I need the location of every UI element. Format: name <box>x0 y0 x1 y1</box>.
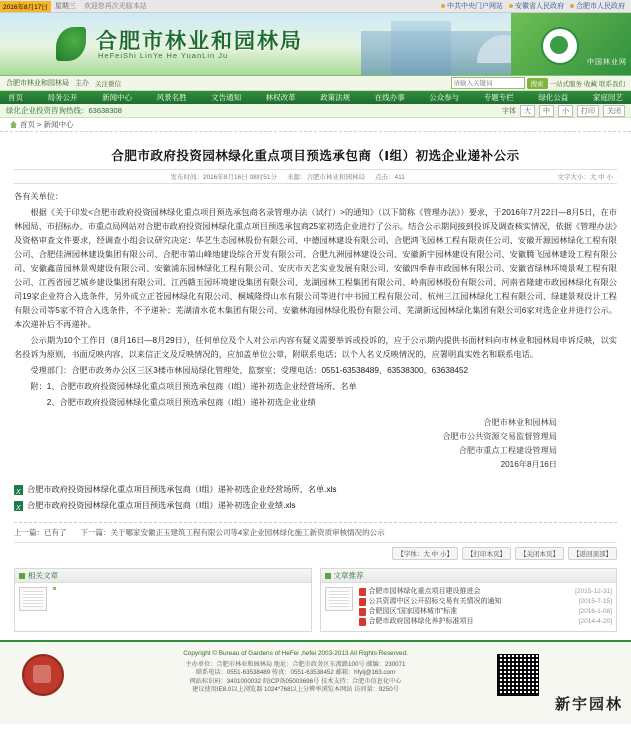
recommended-articles-list <box>359 587 613 627</box>
nav-item-news[interactable]: 新闻中心 <box>102 93 133 102</box>
top-weekday: 星期三 <box>54 3 76 10</box>
search-row <box>0 76 631 91</box>
top-date: 2016年8月17日 <box>0 1 51 12</box>
list-item-label: 合肥市政府园林绿化养护标准项目 <box>368 618 474 625</box>
list-item[interactable] <box>359 617 613 627</box>
top-link-gov[interactable] <box>441 1 503 11</box>
font-size-tool[interactable]: 【字体：大 中 小】 <box>392 547 458 560</box>
bullet-icon <box>570 4 574 8</box>
list-item-label: 合肥园区“国家园林城市”标准 <box>368 608 458 615</box>
hotline-text: 绿化企业投资咨询热线：63638308 <box>6 106 122 115</box>
nav-item-home-gardening[interactable]: 家庭园艺 <box>592 93 623 102</box>
nav-item-forest-reform[interactable]: 林权改革 <box>265 93 296 102</box>
attachment-link-2[interactable]: 合肥市政府投资园林绿化重点项目预选承包商（Ⅰ组）递补初选企业业绩.xls <box>27 501 296 510</box>
article-toolbar <box>14 542 617 560</box>
site-host-label: 合肥市林业和园林局 <box>6 80 69 87</box>
article-meta-center <box>170 172 404 181</box>
pdf-file-icon <box>359 588 366 596</box>
footer-copyright: Copyright © Bureau of Gardens of HeFei ,hefei 2003-2013 All Rights Reserved. <box>183 650 408 657</box>
print-button[interactable]: 打印 <box>577 105 599 117</box>
signature-line-2: 合肥市公共资源交易监督管理局 <box>442 432 557 441</box>
article-thumbnail <box>19 587 47 611</box>
site-banner <box>0 13 631 76</box>
nav-item-green-public[interactable]: 绿化公益 <box>538 93 569 102</box>
article <box>0 132 631 560</box>
list-item-date: [2016-1-08] <box>578 608 612 615</box>
hotline-tools <box>502 105 625 117</box>
nav-item-online-service[interactable]: 在线办事 <box>374 93 405 102</box>
article-thumbnail <box>325 587 353 611</box>
article-paragraph-2: 公示期为10个工作日（8月16日—8月29日），任何单位及个人对公示内容有疑义需要举诉或投诉的，应于公示期内提供书面材料向市林业和园林局申诉反映，以实名投诉为原则，书面反映内容，以来信正文及反映情况的，应加盖单位公章，附联系电话；以个人名义反映情况的，应署明真实姓名和联系电话。 <box>14 336 617 359</box>
related-articles-title <box>15 569 311 583</box>
top-link-anhui-label: 安徽省人民政府 <box>515 3 564 10</box>
list-item-date: [2015-12-31] <box>575 588 612 595</box>
list-item-date: [2014-4-20] <box>578 618 612 625</box>
pdf-file-icon <box>359 598 366 606</box>
site-title: 合肥市林业和园林局 <box>96 29 303 53</box>
excel-file-icon <box>14 485 23 495</box>
nav-item-notices[interactable]: 文告通知 <box>211 93 242 102</box>
page-title: 合肥市政府投资园林绿化重点项目预选承包商（Ⅰ组）初选企业递补公示 <box>111 148 520 163</box>
list-item[interactable] <box>53 587 307 590</box>
font-size-small[interactable]: 小 <box>558 105 573 117</box>
font-size-medium[interactable]: 中 <box>539 105 554 117</box>
related-articles-label: 相关文章 <box>28 571 58 580</box>
footer-line-3: 网站标识码：3401000032 皖ICP备05003696号 技术支持：合肥市信息化中心 <box>189 677 402 685</box>
article-signature <box>14 416 617 472</box>
print-page-tool[interactable]: 【打印本页】 <box>462 547 511 560</box>
article-paragraph-3: 受理部门：合肥市政务办公区三区3楼市林园局绿化管理处，监察室；受理电话：0551-63538489、63538300、63638452 <box>30 366 469 375</box>
article-salutation: 各有关单位： <box>14 192 64 201</box>
signature-date: 2016年8月16日 <box>500 460 557 469</box>
china-forestry-logo-label: 中国林业网 <box>587 59 627 66</box>
watermark-label: 新宇园林 <box>554 695 623 713</box>
signature-line-1: 合肥市林业和园林局 <box>483 418 557 427</box>
pdf-file-icon <box>359 618 366 626</box>
top-link-hefei[interactable] <box>570 1 625 11</box>
breadcrumb-current[interactable]: 新闻中心 <box>43 120 74 129</box>
prev-article-link[interactable]: 上一篇：已有了 <box>14 528 67 537</box>
article-font-note[interactable]: 文字大小：大 中 小 <box>557 174 613 181</box>
site-subtitle: HeFeiShi LinYe He YuanLin Ju <box>98 51 229 60</box>
nav-item-topics[interactable]: 专题专栏 <box>483 93 514 102</box>
article-publish-time: 发布时间：2016年8月16日 08时51分 <box>170 174 278 181</box>
close-button[interactable]: 关闭 <box>603 105 625 117</box>
related-articles-panel <box>14 568 312 632</box>
article-source: 来源：合肥市林业和园林局 <box>287 174 366 181</box>
footer-text <box>120 650 471 695</box>
list-item[interactable] <box>359 607 613 617</box>
footer-line-1: 主办单位：合肥市林业和园林局 地址：合肥市政务区东流路100号 邮编：230071 <box>185 660 406 668</box>
attachment-row[interactable] <box>14 498 617 514</box>
site-sponsor-label: 主办 <box>75 80 89 87</box>
attachment-link-1[interactable]: 合肥市政府投资园林绿化重点项目预选承包商（Ⅰ组）递补初选企业经营场所、名单.xls <box>27 485 337 494</box>
quick-link-contact[interactable]: 联系我们 <box>599 80 625 88</box>
bullet-icon <box>441 4 445 8</box>
recommended-articles-panel <box>320 568 618 632</box>
nav-item-affairs[interactable]: 局务公开 <box>47 93 78 102</box>
signature-line-3: 合肥市重点工程建设管理局 <box>458 446 557 455</box>
hotline-bar <box>0 104 631 118</box>
recommended-articles-label: 文章推荐 <box>333 571 364 580</box>
article-body <box>14 190 617 410</box>
quick-link-favorite[interactable]: 收藏 <box>584 80 597 88</box>
home-icon <box>10 121 17 128</box>
recommended-articles-title <box>321 569 617 583</box>
pdf-file-icon <box>359 608 366 616</box>
bottom-panels <box>0 560 631 632</box>
list-item[interactable] <box>359 597 613 607</box>
bullet-icon <box>53 587 56 590</box>
breadcrumb-home[interactable]: 首页 <box>20 120 35 129</box>
search-button[interactable]: 搜索 <box>527 78 548 89</box>
article-paragraph-1: 根据《关于印发<合肥市政府投资园林绿化重点项目预选承包商名录管理办法（试行）>的通知》（以下简称《管理办法》）要求，于2016年7月22日—8月5日，在市林园局、市招标办、市重点局网站对合肥市政府投资园林绿化重点项目预选承包商25家初选企业进行了公示。结合公示期间接到投诉及调查核实情况，依据《管理办法》及资格审查文件要求，经调查小组会议研究决定：华艺生态园林股份有限公司、中德园林建设有限公司、合肥鸿飞园林工程有限责任公司、安徽开源园林绿化工程有限公司、合肥佳洲园林建设集团有限公司、合肥市第山峰地建设综合开发有限公司、合肥九洲园林建设公司、安徽新宇园林建设有限公司、安徽腾飞园林建设工程有限公司、安徽鑫苗园林景观建设有限公司、安徽浦东园林绿化工程有限公司、安庆市天艺实业发展有限公司、安徽四季春市政园林有限公司、安徽省绿林环境景观工程有限公司、江西省园艺城乡建设集团有限公司、江西赣玉园环境建设集团有限公司、龙湖园林工程集团有限公司、岭南园林股份有限公司、河南省隆建市政园林绿化有限公司19家企业符合入选条件，另外成立正苍园林绿化有限公司、桐城隆得山水有限公司等进行中书园工程有限公司、杭州三江园林绿化工程有限公司、绿建景观设计工程有限公司等5家不符合入选条件，不予递补；芜湖清水花木集团有限公司、安徽林海园林绿化股份有限公司、芜湖新远园林绿化集团有限公司6家对选企业并进行公示。本次递补后不再递补。 <box>14 208 617 329</box>
breadcrumb <box>0 118 631 132</box>
nav-item-public[interactable]: 公众参与 <box>429 93 460 102</box>
breadcrumb-sep: > <box>35 120 44 129</box>
close-page-tool[interactable]: 【关闭本页】 <box>515 547 564 560</box>
nav-item-scenery[interactable]: 风景名胜 <box>156 93 187 102</box>
site-footer <box>0 640 631 724</box>
official-seal-icon <box>22 654 64 696</box>
search-input[interactable] <box>451 77 525 89</box>
article-attachment-line-1: 附：1、合肥市政府投资园林绿化重点项目预选承包商（Ⅰ组）递补初选企业经营场所、名单 <box>30 382 357 391</box>
related-articles-body <box>15 583 311 615</box>
square-bullet-icon <box>325 573 331 579</box>
list-item-label: 合肥市园林绿化重点项目建设推进会 <box>368 588 481 595</box>
top-link-gov-label: 中共中央门户网站 <box>447 3 503 10</box>
search-box <box>451 77 626 89</box>
article-attachment-line-2: 2、合肥市政府投资园林绿化重点项目预选承包商（Ⅰ组）递补初选企业业绩 <box>46 398 316 407</box>
list-item[interactable] <box>359 587 613 597</box>
attachment-row[interactable] <box>14 482 617 498</box>
article-meta <box>14 169 617 184</box>
font-size-large[interactable]: 大 <box>520 105 535 117</box>
quick-link-service[interactable]: 一站式服务 <box>549 80 582 88</box>
square-bullet-icon <box>19 573 25 579</box>
qr-code-icon <box>497 654 539 696</box>
attachment-list <box>14 482 617 514</box>
main-nav <box>0 91 631 104</box>
recommended-articles-body <box>321 583 617 631</box>
next-article-link[interactable]: 下一篇：关于哪家安徽正玉建筑工程有限公司等4家企业园林绿化施工新资质审核情况的公示 <box>80 528 385 537</box>
top-bar <box>0 0 631 13</box>
article-hits: 点击：411 <box>375 174 405 181</box>
footer-line-2: 联系电话：0551-63538489 传真：0551-63538452 邮箱：hfylj@163.com <box>195 669 396 676</box>
excel-file-icon <box>14 501 23 511</box>
list-item-label: 公共资源中区公开招标交易有关情况的通知 <box>368 598 502 605</box>
bullet-icon <box>509 4 513 8</box>
footer-line-4: 建议使用IE8.0以上浏览器 1024*768以上分辨率浏览本网站 访问量：9250号 <box>192 686 399 693</box>
top-link-anhui[interactable] <box>509 1 564 11</box>
top-link-hefei-label: 合肥市人民政府 <box>576 3 625 10</box>
list-item-date: [2015-7-15] <box>578 598 612 605</box>
top-welcome: 欢迎您再次光临本站 <box>83 3 147 10</box>
prev-next-nav <box>14 522 617 538</box>
wechat-tag[interactable]: 关注微信 <box>95 80 121 88</box>
china-forestry-logo-icon <box>541 27 579 65</box>
related-articles-list <box>53 587 307 611</box>
font-size-label: 字体 <box>502 107 516 115</box>
nav-item-home[interactable]: 首页 <box>8 93 23 102</box>
back-to-top-tool[interactable]: 【返回顶部】 <box>568 547 617 560</box>
top-links <box>441 1 631 11</box>
nav-item-policies[interactable]: 政策法规 <box>320 93 351 102</box>
